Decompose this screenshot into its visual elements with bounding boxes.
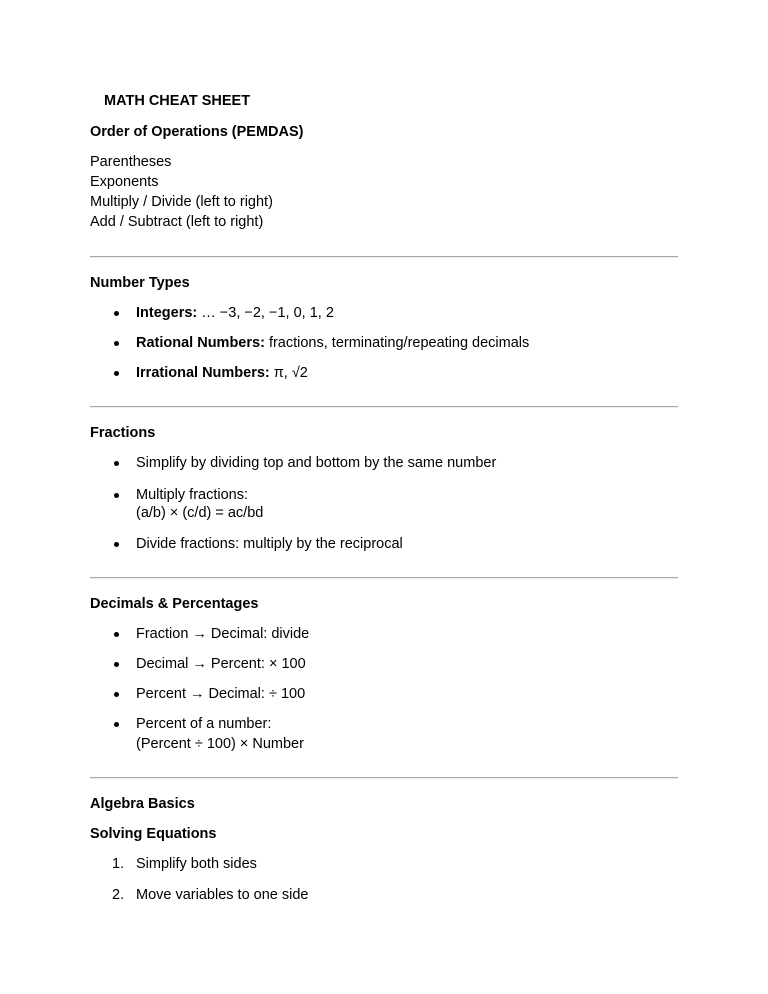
list-item: Decimal → Percent: × 100 — [136, 656, 306, 672]
bullet — [114, 542, 119, 547]
pemdas-line: Parentheses — [90, 154, 172, 170]
page-title: MATH CHEAT SHEET — [104, 93, 251, 109]
list-item — [136, 333, 529, 353]
bullet — [114, 722, 119, 727]
step-number: 2. — [112, 887, 125, 903]
bullet — [114, 662, 119, 667]
bullet — [114, 461, 119, 466]
bullet — [114, 692, 119, 697]
fractions-heading: Fractions — [90, 425, 156, 441]
pemdas-line: Multiply / Divide (left to right) — [90, 194, 273, 210]
number-types-heading: Number Types — [90, 275, 190, 291]
bullet — [114, 341, 119, 346]
bullet — [114, 493, 119, 498]
step-number: 1. — [112, 856, 125, 872]
item-text: fractions, terminating/repeating decimals — [264, 335, 530, 351]
bullet — [114, 371, 119, 376]
solving-equations-heading: Solving Equations — [90, 826, 217, 842]
divider — [90, 577, 678, 579]
list-item: Fraction → Decimal: divide — [136, 626, 310, 642]
item-label: Irrational Numbers: — [136, 365, 270, 381]
item-label: Integers: — [136, 305, 198, 321]
list-item: Percent of a number: — [136, 716, 272, 732]
list-item — [136, 303, 334, 323]
list-item — [136, 363, 308, 383]
list-item-continuation: (Percent ÷ 100) × Number — [136, 736, 304, 752]
item-text: π, √2 — [269, 365, 308, 381]
bullet — [114, 632, 119, 637]
pemdas-heading: Order of Operations (PEMDAS) — [90, 124, 304, 140]
list-item: Divide fractions: multiply by the reciprocal — [136, 536, 403, 552]
pemdas-line: Exponents — [90, 174, 159, 190]
list-item: Percent → Decimal: ÷ 100 — [136, 686, 306, 702]
list-item: Simplify by dividing top and bottom by the same number — [136, 455, 497, 471]
pemdas-line: Add / Subtract (left to right) — [90, 214, 264, 230]
algebra-heading: Algebra Basics — [90, 796, 195, 812]
list-item: Move variables to one side — [136, 887, 309, 903]
decimals-heading: Decimals & Percentages — [90, 596, 259, 612]
divider — [90, 777, 678, 779]
bullet — [114, 311, 119, 316]
divider — [90, 406, 678, 408]
divider — [90, 256, 678, 258]
list-item: Multiply fractions: — [136, 487, 249, 503]
item-label: Rational Numbers: — [136, 335, 265, 351]
item-text: … −3, −2, −1, 0, 1, 2 — [197, 305, 334, 321]
list-item: Simplify both sides — [136, 856, 257, 872]
list-item-continuation: (a/b) × (c/d) = ac/bd — [136, 505, 264, 521]
